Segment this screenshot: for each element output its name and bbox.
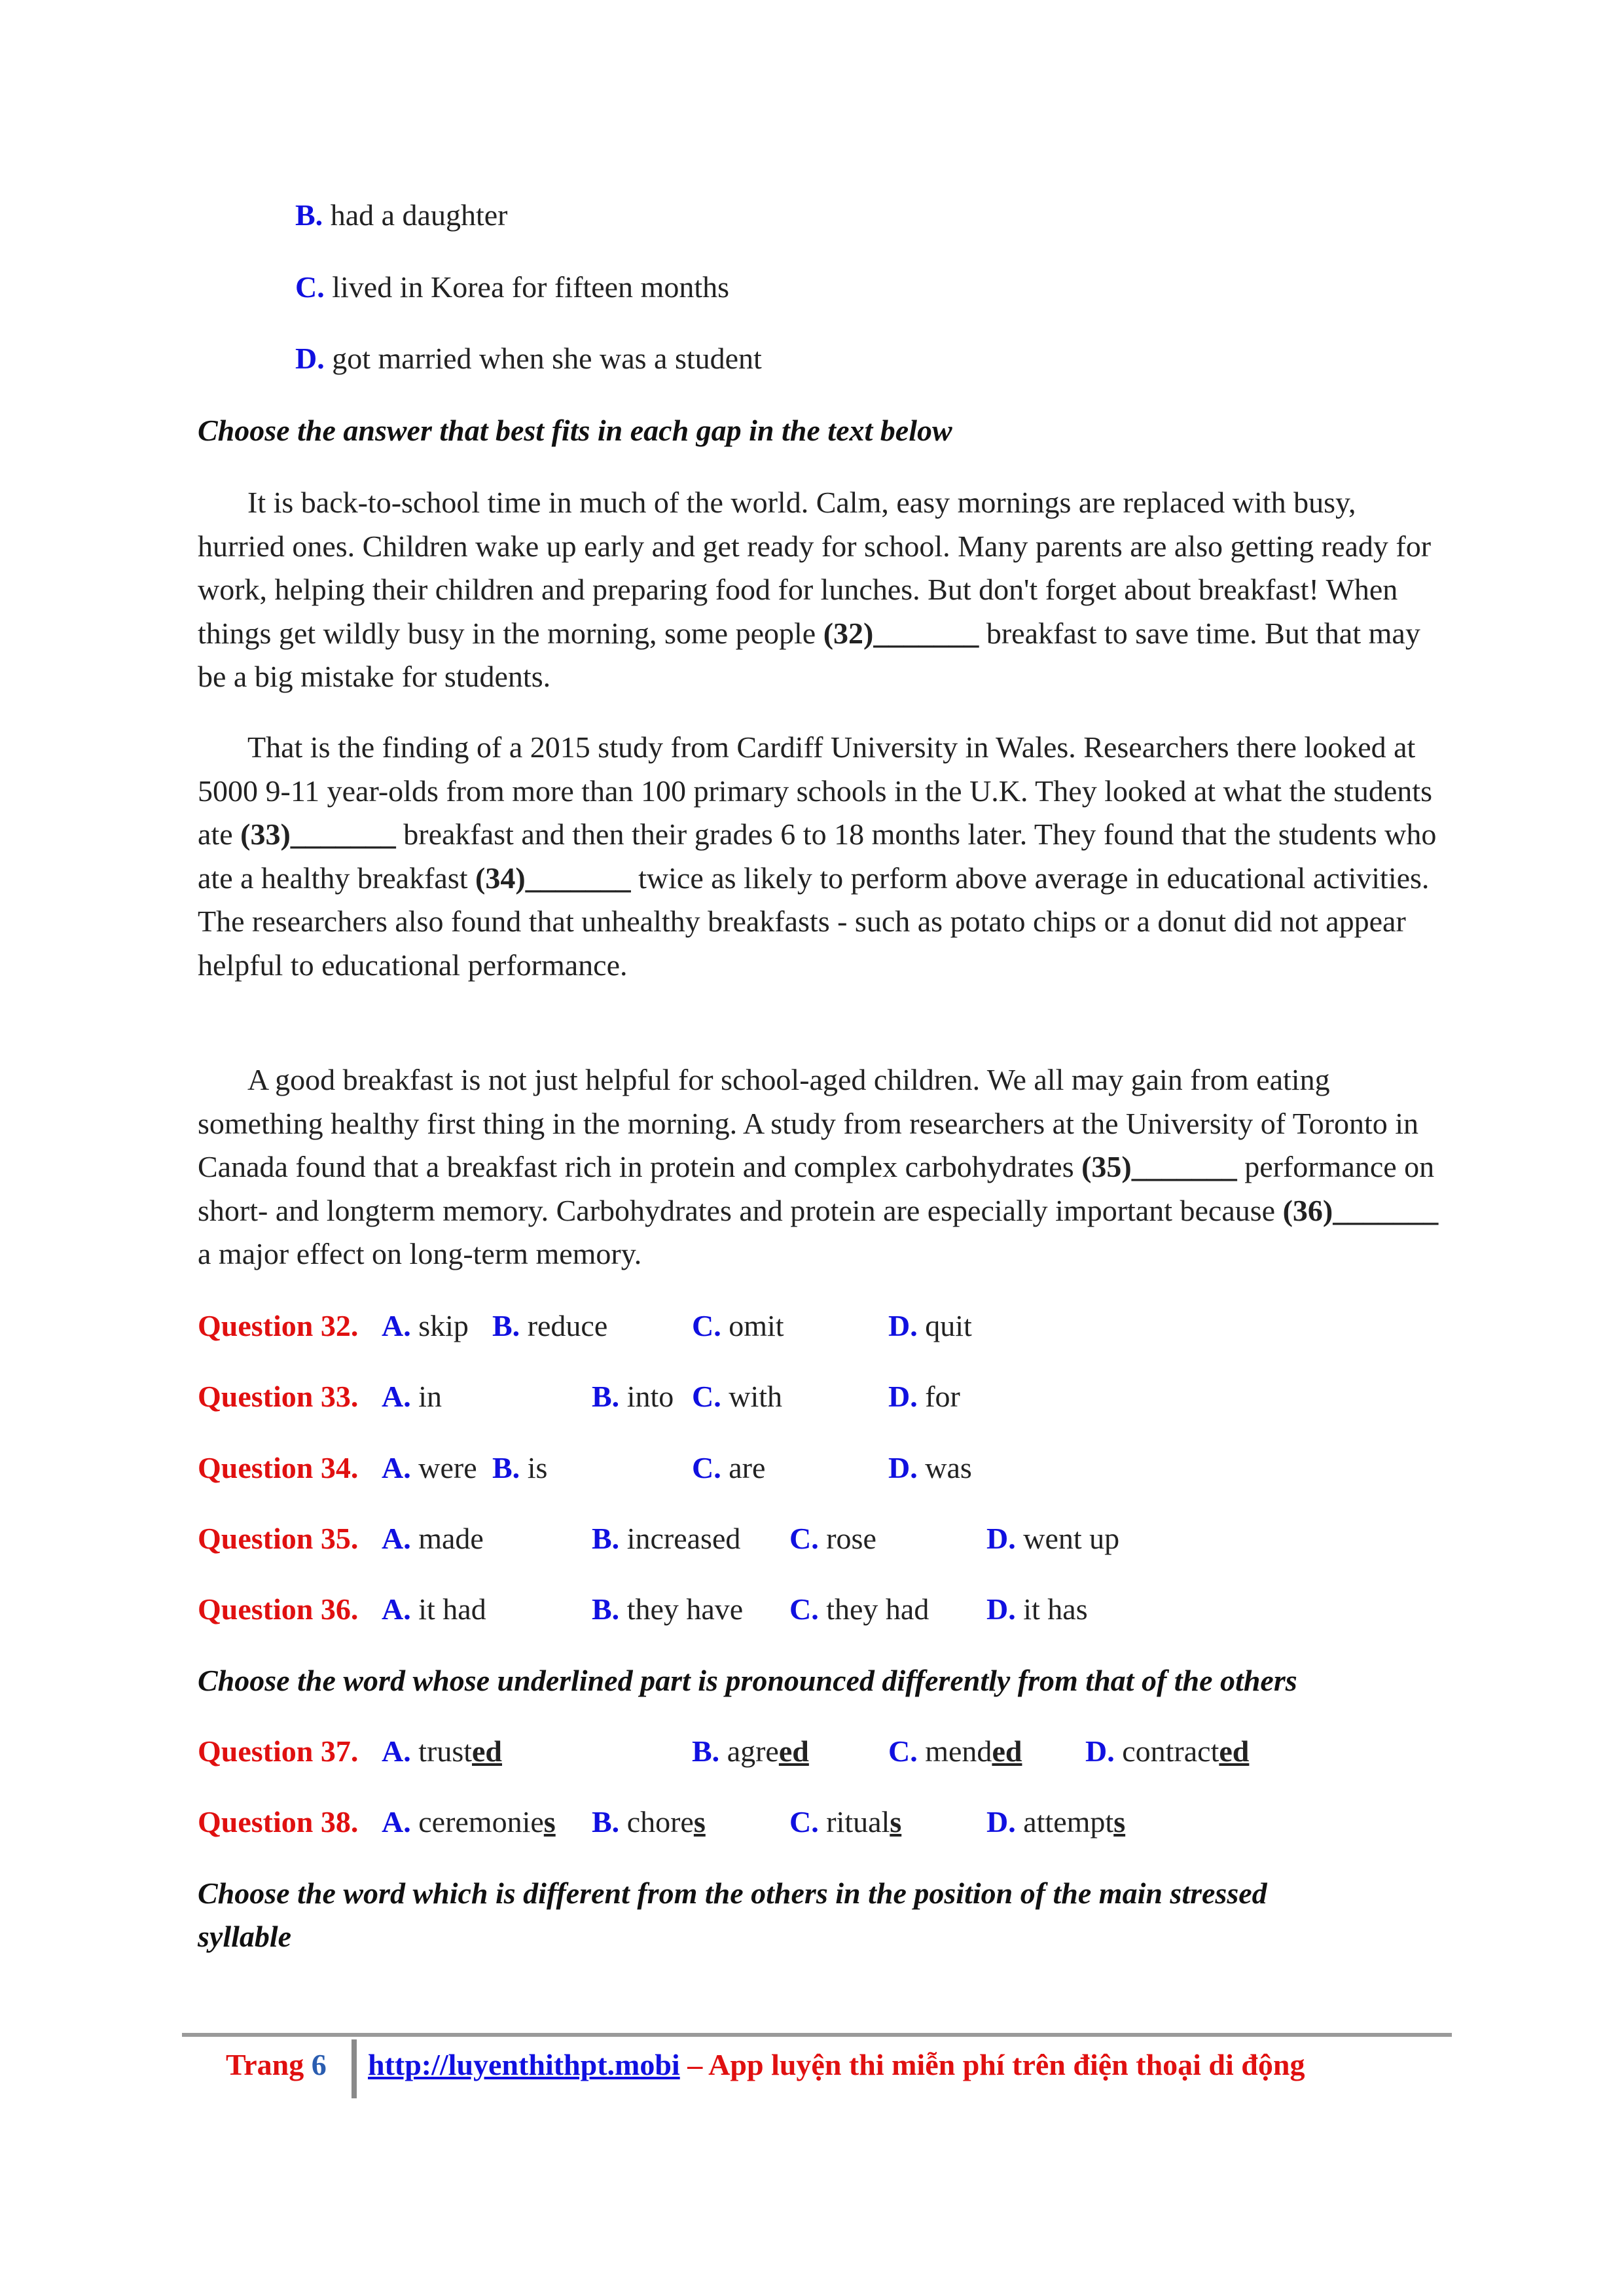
question-34-option-d: D. was [888,1451,972,1484]
question-36-option-b: B. they have [592,1592,744,1626]
question-38-option-b: B. chores [592,1805,706,1839]
question-36: Question 36. [198,1592,359,1626]
footer-link-line: http://luyenthithpt.mobi – App luyện thi miễn phí trên điện thoại di động [368,2048,1305,2081]
option-d: D. got married when she was a student [295,342,762,375]
blank-33: (33)_______ [240,817,396,851]
question-33-option-a: A. in [382,1380,442,1413]
question-34: Question 34. [198,1451,359,1484]
question-34-option-b: B. is [492,1451,548,1484]
question-32-option-b: B. reduce [492,1309,608,1342]
footer-separator [352,2039,357,2098]
blank-36: (36)_______ [1282,1193,1439,1227]
footer-url-link[interactable]: http://luyenthithpt.mobi [368,2048,680,2081]
question-36-option-c: C. they had [789,1592,929,1626]
question-32-option-c: C. omit [692,1309,784,1342]
question-37-option-d: D. contracted [1085,1734,1250,1768]
question-32-option-a: A. skip [382,1309,469,1342]
question-35-option-c: C. rose [789,1522,876,1555]
question-37-option-a: A. trusted [382,1734,503,1768]
instruction-stress-line-1: Choose the word which is different from the others in the position of the main stressed [198,1876,1267,1910]
question-35: Question 35. [198,1522,359,1555]
question-32-option-d: D. quit [888,1309,972,1342]
question-37: Question 37. [198,1734,359,1768]
question-38-option-c: C. rituals [789,1805,902,1839]
question-36-option-d: D. it has [986,1592,1088,1626]
instruction-pronunciation: Choose the word whose underlined part is pronounced differently from that of the others [198,1664,1297,1697]
footer-divider [182,2033,1452,2037]
question-37-option-c: C. mended [888,1734,1022,1768]
blank-35: (35)_______ [1081,1150,1237,1183]
question-38-option-a: A. ceremonies [382,1805,556,1839]
option-b: B. had a daughter [295,198,508,232]
option-c: C. lived in Korea for fifteen months [295,270,729,304]
question-33: Question 33. [198,1380,359,1413]
question-35-option-b: B. increased [592,1522,741,1555]
question-33-option-b: B. into [592,1380,674,1413]
blank-32: (32)_______ [823,616,979,650]
question-35-option-a: A. made [382,1522,484,1555]
passage-paragraph-3: A good breakfast is not just helpful for school-aged children. We all may gain from eating something healthy first thing in the morning. A study from researchers at the University of Toronto in Canada found that a breakfast rich in protein and complex carbohydrates (35)_______ performance on short- and longterm memory. Carbohydrates and protein are especially important because (36)_______ a major effect on long-term memory. [198,1063,1439,1270]
passage-paragraph-1: It is back-to-school time in much of the world. Calm, easy mornings are replaced with busy, hurried ones. Children wake up early and get ready for school. Many parents are also getting ready for work, helping their children and preparing food for lunches. But don't forget about breakfast! When things get wildly busy in the morning, some people (32)_______ breakfast to save time. But that may be a big mistake for students. [198,486,1432,693]
question-34-option-c: C. are [692,1451,766,1484]
question-38-option-d: D. attempts [986,1805,1126,1839]
question-37-option-b: B. agreed [692,1734,809,1768]
question-38: Question 38. [198,1805,359,1839]
question-32: Question 32. [198,1309,359,1342]
question-36-option-a: A. it had [382,1592,486,1626]
instruction-gap-fill: Choose the answer that best fits in each gap in the text below [198,414,952,447]
blank-34: (34)_______ [475,861,631,895]
instruction-stress-line-2: syllable [198,1920,292,1953]
passage-paragraph-2: That is the finding of a 2015 study from Cardiff University in Wales. Researchers there looked at 5000 9-11 year-olds from more than 100 primary schools in the U.K. They looked at what the students ate (33)_______ breakfast and then their grades 6 to 18 months later. They found that the students who ate a healthy breakfast (34)_______ twice as likely to perform above average in educational activities. The researchers also found that unhealthy breakfasts - such as potato chips or a donut did not appear helpful to educational performance. [198,730,1437,982]
footer-page-number: Trang 6 [226,2048,327,2081]
question-33-option-d: D. for [888,1380,960,1413]
question-34-option-a: A. were [382,1451,477,1484]
question-35-option-d: D. went up [986,1522,1120,1555]
question-33-option-c: C. with [692,1380,783,1413]
